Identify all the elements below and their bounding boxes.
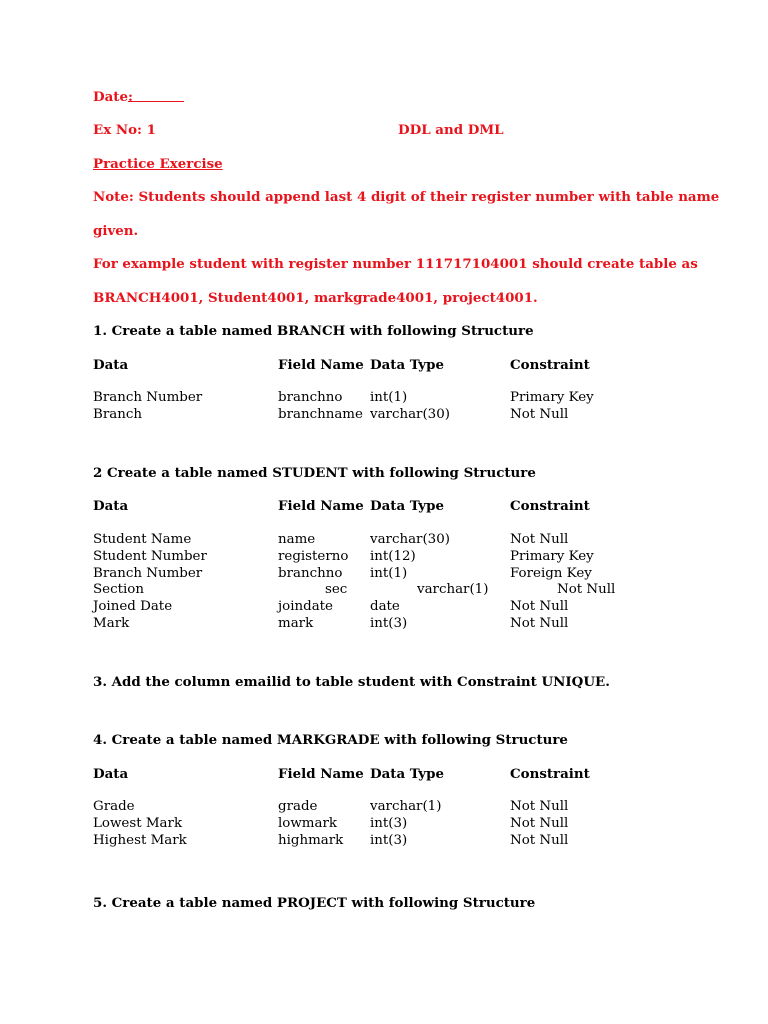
table-cell: Highest Mark: [93, 833, 187, 848]
table-cell: Section: [93, 582, 144, 597]
exercise-number: Ex No: 1: [93, 122, 156, 138]
table-cell: Not Null: [510, 816, 569, 831]
table-header-data: Data: [93, 498, 129, 514]
table-header-field-name: Field Name: [278, 357, 364, 373]
document-title: DDL and DML: [398, 122, 504, 138]
table-cell: varchar(30): [370, 407, 450, 422]
table-cell: int(1): [370, 390, 408, 405]
table-header-data-type: Data Type: [370, 357, 444, 373]
example-line-1: For example student with register number 111717104001 should create table as: [93, 256, 698, 272]
table-cell: Grade: [93, 799, 135, 814]
table-header-field-name: Field Name: [278, 766, 364, 782]
table-cell: int(3): [370, 833, 408, 848]
table-cell: Branch Number: [93, 390, 203, 405]
table-cell: Not Null: [510, 799, 569, 814]
table-cell: branchno: [278, 566, 343, 581]
table-cell: Foreign Key: [510, 566, 592, 581]
example-line-2: BRANCH4001, Student4001, markgrade4001, project4001.: [93, 290, 538, 306]
table-cell: Primary Key: [510, 390, 594, 405]
table-cell: Not Null: [510, 833, 569, 848]
table-header-data: Data: [93, 357, 129, 373]
table-cell: int(1): [370, 566, 408, 581]
table-cell: Lowest Mark: [93, 816, 183, 831]
table-cell: Not Null: [557, 582, 616, 597]
question-5: 5. Create a table named PROJECT with following Structure: [93, 895, 536, 911]
table-cell: Branch Number: [93, 566, 203, 581]
question-2: 2 Create a table named STUDENT with following Structure: [93, 465, 536, 481]
table-cell: Branch: [93, 407, 142, 422]
table-cell: Student Number: [93, 549, 207, 564]
table-cell: grade: [278, 799, 318, 814]
table-cell: Joined Date: [93, 599, 173, 614]
table-cell: int(3): [370, 616, 408, 631]
table-cell: sec: [325, 582, 348, 597]
table-cell: Primary Key: [510, 549, 594, 564]
table-cell: int(12): [370, 549, 416, 564]
practice-heading: Practice Exercise: [93, 156, 223, 172]
table-cell: lowmark: [278, 816, 338, 831]
table-cell: highmark: [278, 833, 344, 848]
table-cell: branchname: [278, 407, 363, 422]
table-header-data-type: Data Type: [370, 766, 444, 782]
table-cell: joindate: [278, 599, 333, 614]
table-header-constraint: Constraint: [510, 357, 590, 373]
table-header-constraint: Constraint: [510, 766, 590, 782]
table-cell: Not Null: [510, 616, 569, 631]
table-cell: name: [278, 532, 316, 547]
table-cell: registerno: [278, 549, 349, 564]
date-blank-line: [128, 101, 184, 102]
table-cell: varchar(30): [370, 532, 450, 547]
table-cell: date: [370, 599, 400, 614]
table-cell: varchar(1): [417, 582, 489, 597]
table-cell: Not Null: [510, 599, 569, 614]
table-header-field-name: Field Name: [278, 498, 364, 514]
table-header-data-type: Data Type: [370, 498, 444, 514]
table-header-constraint: Constraint: [510, 498, 590, 514]
note-line-1: Note: Students should append last 4 digit of their register number with table name: [93, 189, 720, 205]
question-1: 1. Create a table named BRANCH with following Structure: [93, 323, 534, 339]
table-cell: Mark: [93, 616, 130, 631]
table-cell: varchar(1): [370, 799, 442, 814]
question-4: 4. Create a table named MARKGRADE with following Structure: [93, 732, 568, 748]
note-line-2: given.: [93, 223, 139, 239]
date-label: Date:: [93, 89, 133, 105]
table-header-data: Data: [93, 766, 129, 782]
table-cell: mark: [278, 616, 314, 631]
table-cell: branchno: [278, 390, 343, 405]
table-cell: Not Null: [510, 532, 569, 547]
question-3: 3. Add the column emailid to table student with Constraint UNIQUE.: [93, 674, 610, 690]
table-cell: int(3): [370, 816, 408, 831]
table-cell: Not Null: [510, 407, 569, 422]
table-cell: Student Name: [93, 532, 192, 547]
